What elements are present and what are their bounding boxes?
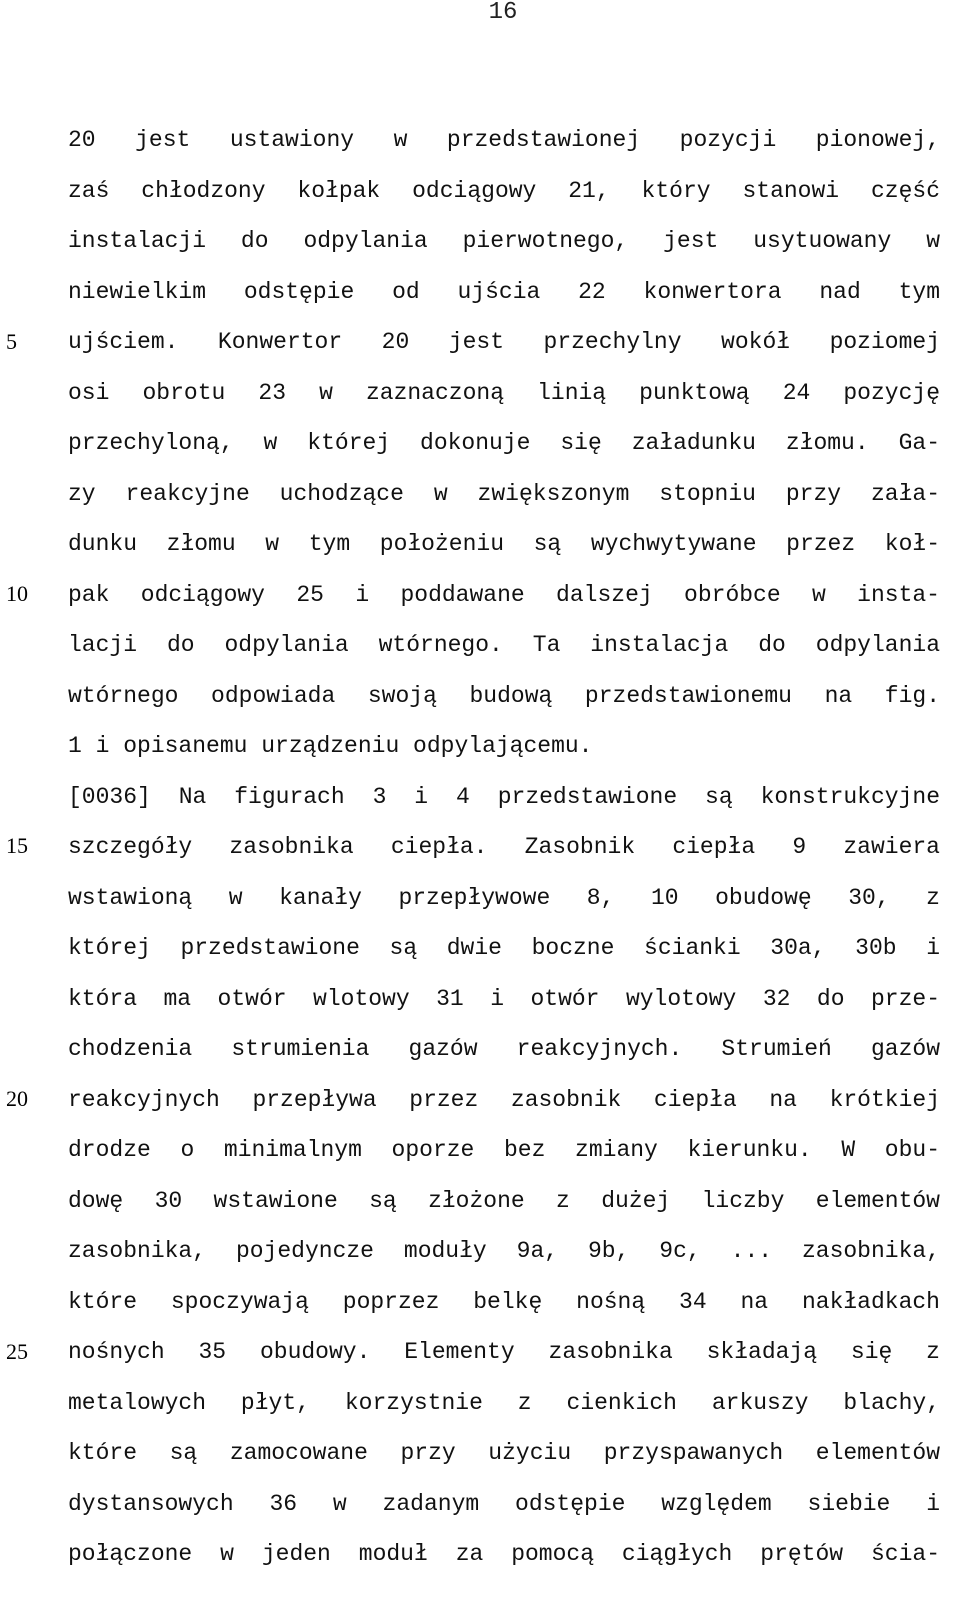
text-line: której przedstawione są dwie boczne ścianki 30a, 30b i <box>68 935 940 961</box>
text-line: szczegóły zasobnika ciepła. Zasobnik ciepła 9 zawiera <box>68 834 940 860</box>
text-line: wstawioną w kanały przepływowe 8, 10 obudowę 30, z <box>68 884 940 911</box>
text-line: zaś chłodzony kołpak odciągowy 21, który stanowi część <box>68 177 940 204</box>
text-line: która ma otwór wlotowy 31 i otwór wylotowy 32 do prze- <box>68 985 940 1012</box>
line-number-10: 10 <box>6 581 28 606</box>
text-line: zy reakcyjne uchodzące w zwiększonym stopniu przy zała- <box>68 480 940 507</box>
text-line: zasobnika, pojedyncze moduły 9a, 9b, 9c, ... zasobnika, <box>68 1238 940 1264</box>
text-line: 20 jest ustawiony w przedstawionej pozycji pionowej, <box>68 127 940 153</box>
text-line: dunku złomu w tym położeniu są wychwytywane przez koł- <box>68 531 940 557</box>
line-number-5: 5 <box>6 329 17 354</box>
text-line: dystansowych 36 w zadanym odstępie względem siebie i <box>68 1490 940 1517</box>
text-line: niewielkim odstępie od ujścia 22 konwertora nad tym <box>68 278 940 305</box>
text-line: 1 i opisanemu urządzeniu odpylającemu. <box>68 733 593 759</box>
line-number-20: 20 <box>6 1086 28 1111</box>
line-number-15: 15 <box>6 833 28 858</box>
line-number-25: 25 <box>6 1339 28 1364</box>
text-line: ujściem. Konwertor 20 jest przechylny wokół poziomej <box>68 329 940 355</box>
text-line: nośnych 35 obudowy. Elementy zasobnika składają się z <box>68 1339 940 1365</box>
text-line: które są zamocowane przy użyciu przyspawanych elementów <box>68 1440 940 1466</box>
text-line: osi obrotu 23 w zaznaczoną linią punktową 24 pozycję <box>68 379 940 406</box>
text-line: pak odciągowy 25 i poddawane dalszej obróbce w insta- <box>68 581 940 608</box>
document-body <box>68 122 940 1587</box>
text-line: połączone w jeden moduł za pomocą ciągłych prętów ścia- <box>68 1541 940 1567</box>
text-line: które spoczywają poprzez belkę nośną 34 na nakładkach <box>68 1288 940 1315</box>
text-line: wtórnego odpowiada swoją budową przedstawionemu na fig. <box>68 682 940 709</box>
text-line: przechyloną, w której dokonuje się załadunku złomu. Ga- <box>68 430 940 456</box>
page-number: 16 <box>488 0 518 26</box>
paragraph-0036-start: [0036] Na figurach 3 i 4 przedstawione są konstrukcyjne <box>68 783 940 810</box>
text-line: lacji do odpylania wtórnego. Ta instalacja do odpylania <box>68 632 940 658</box>
text-line: metalowych płyt, korzystnie z cienkich arkuszy blachy, <box>68 1389 940 1416</box>
text-line: dowę 30 wstawione są złożone z dużej liczby elementów <box>68 1187 940 1214</box>
text-line: instalacji do odpylania pierwotnego, jest usytuowany w <box>68 228 940 254</box>
text-line: reakcyjnych przepływa przez zasobnik ciepła na krótkiej <box>68 1086 940 1113</box>
text-line: chodzenia strumienia gazów reakcyjnych. Strumień gazów <box>68 1036 940 1062</box>
text-line: drodze o minimalnym oporze bez zmiany kierunku. W obu- <box>68 1137 940 1163</box>
